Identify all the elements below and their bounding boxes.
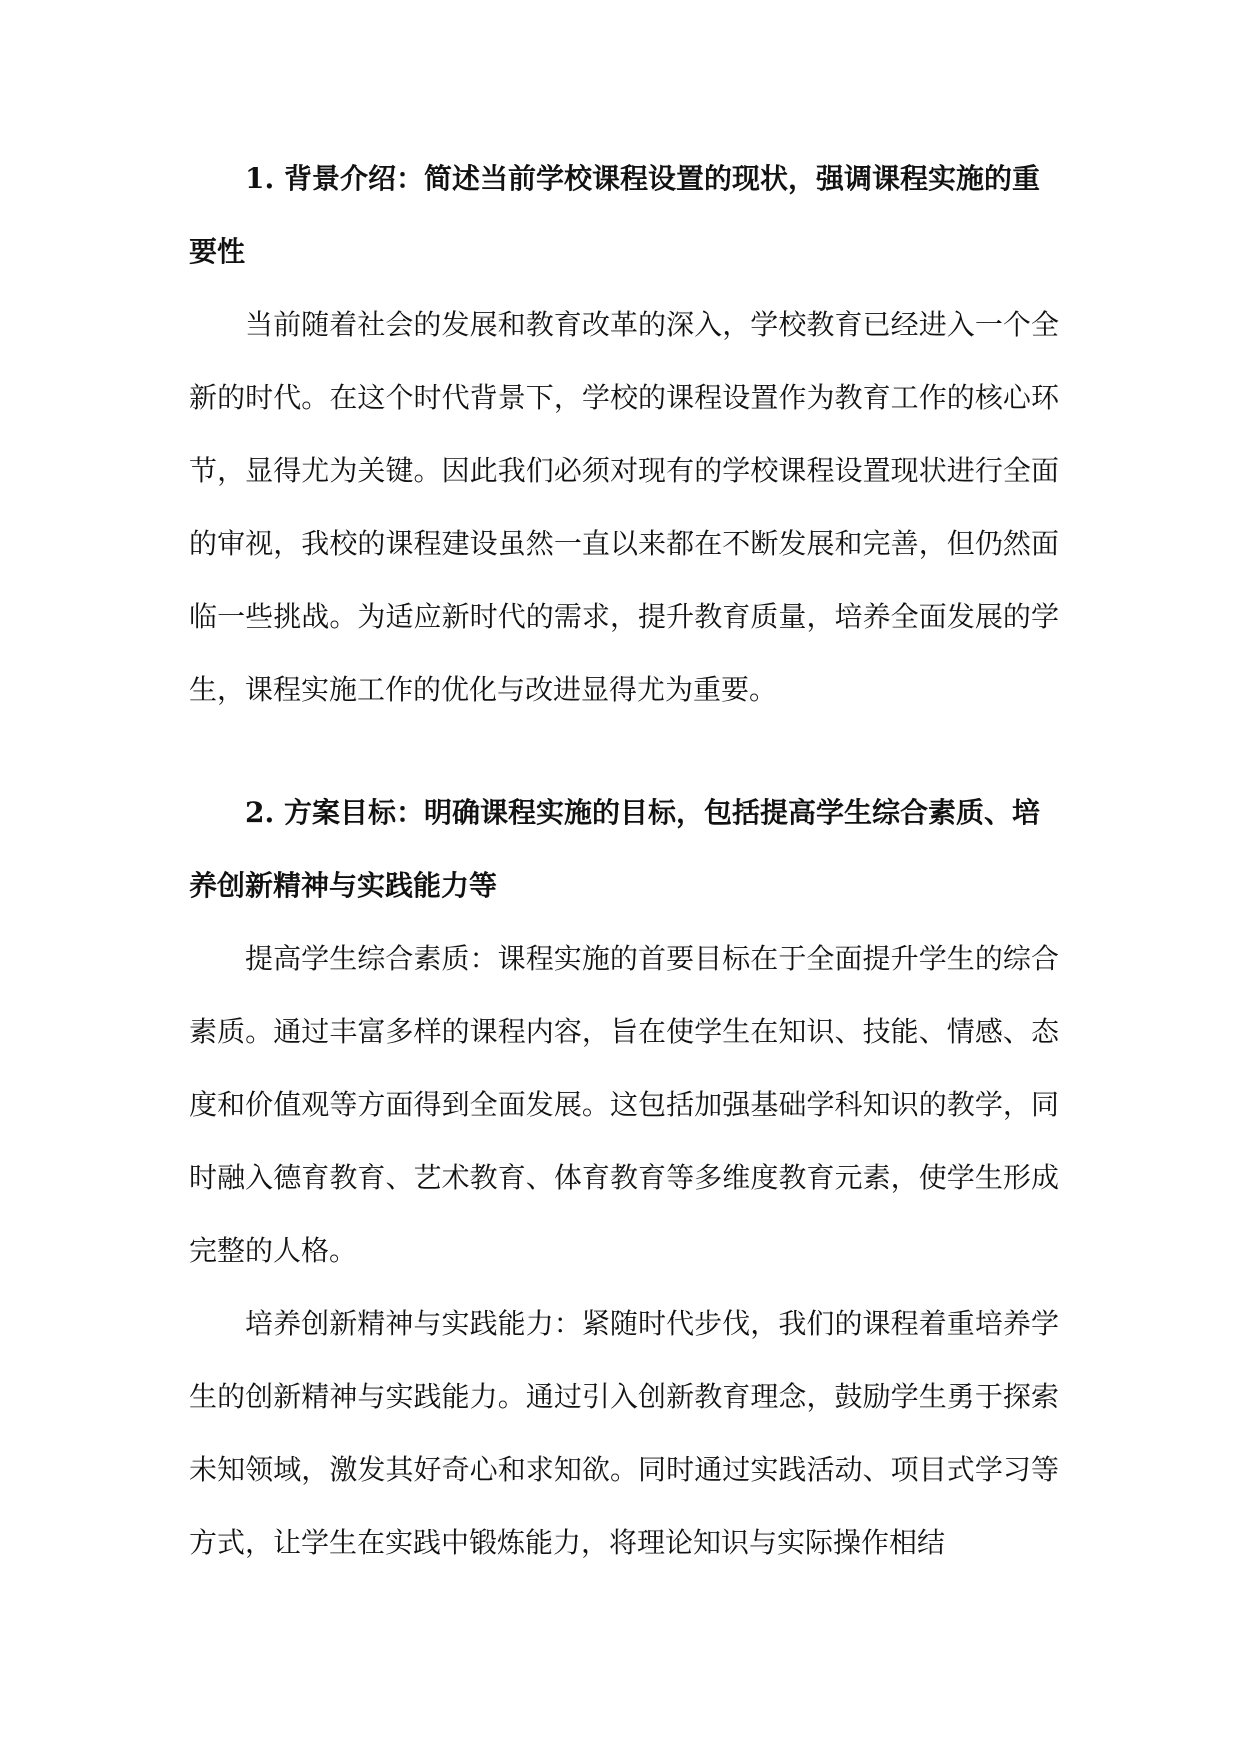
section-1-paragraph-1: 当前随着社会的发展和教育改革的深入，学校教育已经进入一个全新的时代。在这个时代背景下，学校的课程设置作为教育工作的核心环节，显得尤为关键。因此我们必须对现有的学校课程设置现状进行全面的审视，我校的课程建设虽然一直以来都在不断发展和完善，但仍然面临一些挑战。为适应新时代的需求，提升教育质量，培养全面发展的学生，课程实施工作的优化与改进显得尤为重要。 (189, 308, 1059, 706)
document-page (189, 142, 1059, 1579)
section-2-heading: 2. 方案目标：明确课程实施的目标，包括提高学生综合素质、培养创新精神与实践能力等 (189, 796, 1040, 902)
section-gap (189, 726, 1059, 776)
section-2-paragraph-2: 培养创新精神与实践能力：紧随时代步伐，我们的课程着重培养学生的创新精神与实践能力。通过引入创新教育理念，鼓励学生勇于探索未知领域，激发其好奇心和求知欲。同时通过实践活动、项目式学习等方式，让学生在实践中锻炼能力，将理论知识与实际操作相结 (189, 1307, 1059, 1559)
section-1-heading: 1. 背景介绍：简述当前学校课程设置的现状，强调课程实施的重要性 (189, 162, 1040, 268)
section-2-paragraph-1: 提高学生综合素质：课程实施的首要目标在于全面提升学生的综合素质。通过丰富多样的课程内容，旨在使学生在知识、技能、情感、态度和价值观等方面得到全面发展。这包括加强基础学科知识的教学，同时融入德育教育、艺术教育、体育教育等多维度教育元素，使学生形成完整的人格。 (189, 942, 1059, 1267)
